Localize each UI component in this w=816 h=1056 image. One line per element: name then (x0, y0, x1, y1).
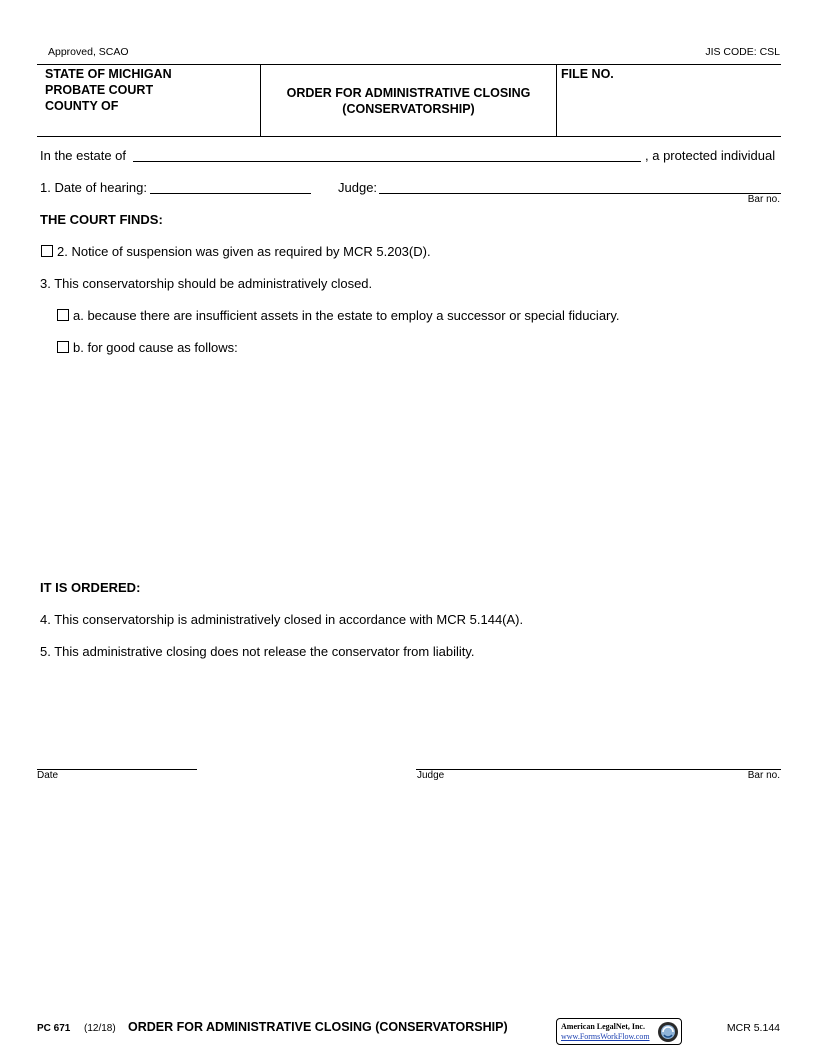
logo-url: www.FormsWorkFlow.com (561, 1032, 650, 1041)
header-bottom-rule (37, 136, 781, 137)
header-divider-right (556, 64, 557, 136)
hearing-bar-no-label: Bar no. (747, 194, 780, 205)
court-state: STATE OF MICHIGAN (45, 67, 172, 81)
signature-date-label: Date (37, 770, 59, 781)
form-title-line2: (CONSERVATORSHIP) (342, 102, 475, 116)
header-top-rule (37, 64, 781, 65)
hearing-date-underline (150, 193, 311, 194)
hearing-date-field[interactable] (150, 178, 311, 194)
file-no-label: FILE NO. (561, 67, 614, 81)
court-finds-heading: THE COURT FINDS: (40, 212, 163, 227)
jis-code: JIS CODE: CSL (705, 46, 780, 58)
good-cause-textarea[interactable] (73, 360, 781, 570)
form-title (262, 85, 555, 117)
court-name: PROBATE COURT (45, 83, 154, 97)
legalnet-logo[interactable] (556, 1018, 682, 1045)
estate-name-field[interactable] (133, 146, 641, 162)
globe-icon (657, 1021, 679, 1043)
checkbox-item2[interactable] (41, 245, 53, 257)
signature-judge-label: Judge (417, 770, 445, 781)
finding-item3b: b. for good cause as follows: (73, 340, 238, 355)
checkbox-item3a[interactable] (57, 309, 69, 321)
signature-date-line (37, 769, 197, 770)
order-item4: 4. This conservatorship is administratively closed in accordance with MCR 5.144(A). (40, 612, 524, 627)
footer-title: ORDER FOR ADMINISTRATIVE CLOSING (CONSERVATORSHIP) (128, 1020, 508, 1034)
logo-company: American LegalNet, Inc. (561, 1022, 645, 1031)
signature-judge-field[interactable] (416, 752, 781, 769)
court-county-label: COUNTY OF (45, 99, 119, 113)
court-info (45, 66, 172, 114)
finding-item2: 2. Notice of suspension was given as required by MCR 5.203(D). (57, 244, 431, 259)
approved-label: Approved, SCAO (48, 46, 129, 58)
signature-bar-no-label: Bar no. (747, 770, 780, 781)
judge-underline (379, 193, 781, 194)
header-divider-left (260, 64, 261, 136)
order-item5: 5. This administrative closing does not release the conservator from liability. (40, 644, 475, 659)
signature-date-field[interactable] (37, 752, 197, 769)
estate-suffix: , a protected individual (645, 148, 776, 163)
form-number: PC 671 (37, 1023, 71, 1034)
estate-name-underline (133, 161, 641, 162)
checkbox-item3b[interactable] (57, 341, 69, 353)
finding-item3a: a. because there are insufficient assets in the estate to employ a successor or special fiduciary. (73, 308, 620, 323)
footer-mcr: MCR 5.144 (726, 1022, 780, 1034)
judge-field[interactable] (379, 178, 781, 194)
ordered-heading: IT IS ORDERED: (40, 580, 141, 595)
estate-prefix: In the estate of (40, 148, 127, 163)
finding-item3: 3. This conservatorship should be administratively closed. (40, 276, 373, 291)
signature-judge-line (416, 769, 781, 770)
hearing-date-label: 1. Date of hearing: (40, 180, 147, 195)
judge-label: Judge: (338, 180, 378, 195)
form-revision: (12/18) (84, 1023, 116, 1034)
form-title-line1: ORDER FOR ADMINISTRATIVE CLOSING (286, 86, 531, 100)
